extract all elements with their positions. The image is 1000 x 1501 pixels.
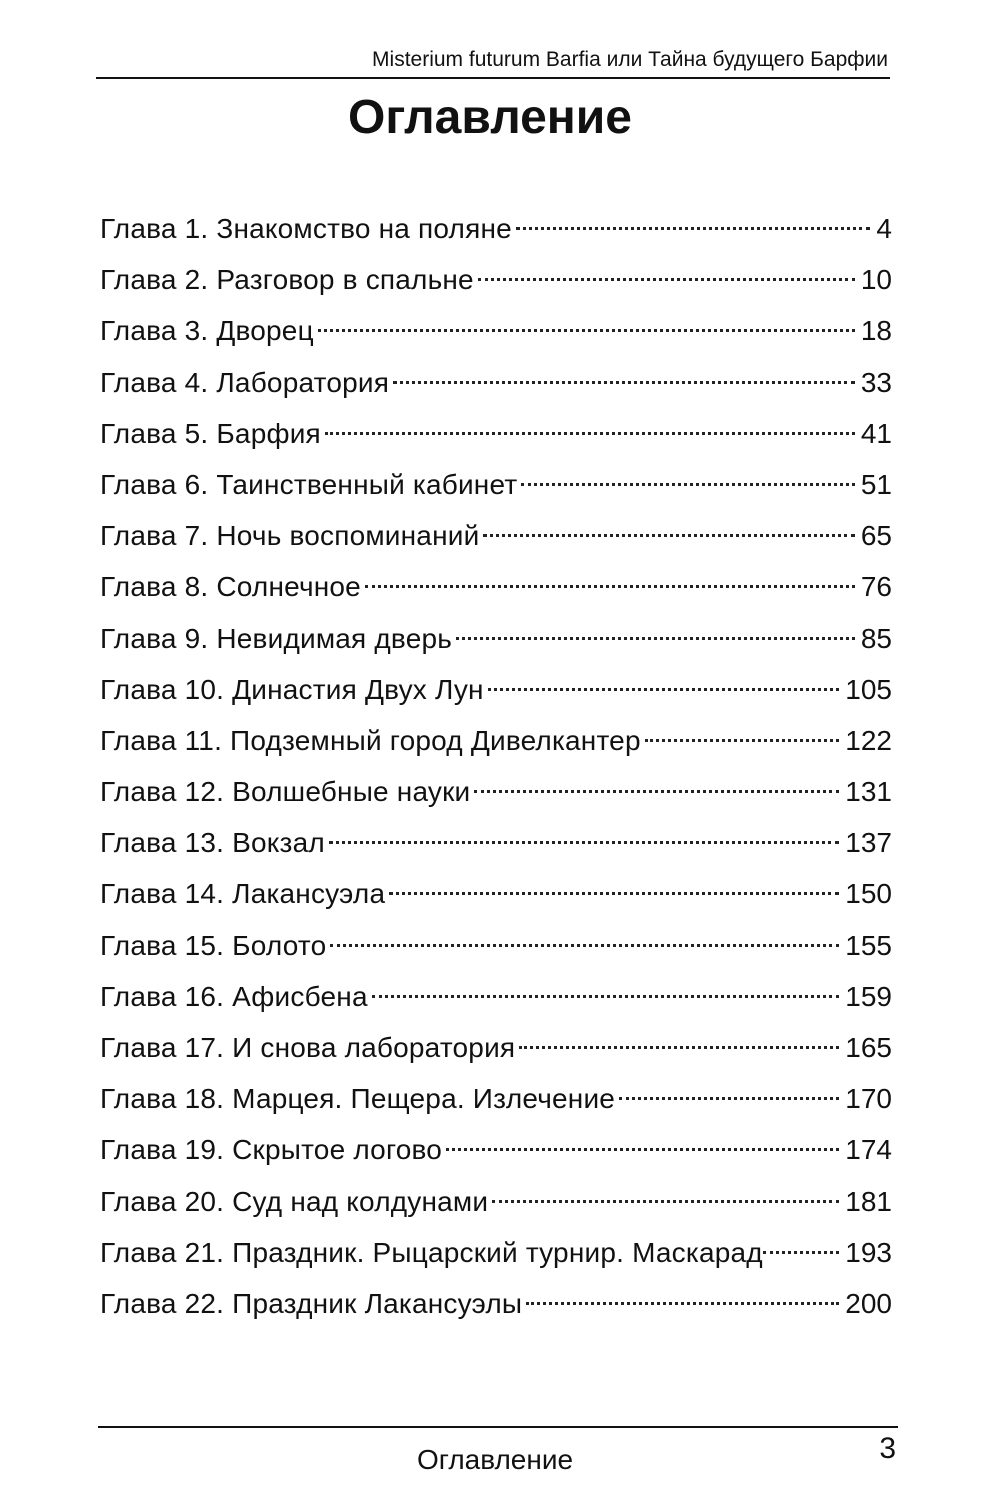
toc-entry-page: 150 (845, 878, 892, 910)
dot-leader (474, 760, 839, 793)
toc-entry-title: Глава 9. Невидимая дверь (100, 622, 453, 654)
dot-leader (446, 1118, 839, 1151)
toc-entry-title: Глава 12. Волшебные науки (100, 776, 471, 808)
toc-entry-page: 33 (860, 366, 892, 398)
toc-entry-page: 159 (845, 980, 892, 1012)
toc-entry-page: 200 (845, 1287, 892, 1319)
toc-entry-page: 174 (845, 1134, 892, 1166)
toc-entry-page: 76 (860, 571, 892, 603)
toc-entry-page: 131 (845, 776, 892, 808)
dot-leader (393, 351, 855, 384)
page-title: Оглавление (348, 91, 632, 144)
dot-leader (483, 504, 854, 537)
toc-entry-page: 10 (860, 264, 892, 296)
toc-entry-title: Глава 3. Дворец (100, 315, 314, 347)
toc-entry-title: Глава 1. Знакомство на поляне (100, 213, 512, 244)
dot-leader (330, 914, 839, 947)
dot-leader (521, 453, 855, 486)
dot-leader (456, 607, 855, 640)
dot-leader (516, 197, 871, 230)
dot-leader (389, 862, 839, 895)
dot-leader (492, 1170, 839, 1203)
dot-leader (365, 555, 855, 588)
toc-entry-page: 51 (860, 468, 892, 500)
dot-leader (329, 811, 839, 844)
toc-entry[interactable] (100, 1280, 892, 1331)
toc-entry-title: Глава 8. Солнечное (100, 571, 361, 603)
toc-entry-page: 41 (860, 417, 892, 449)
toc-entry-title: Глава 13. Вокзал (100, 827, 325, 859)
toc-entry-page: 4 (876, 213, 892, 244)
toc-entry-page: 181 (845, 1185, 892, 1217)
toc-entry-title: Глава 5. Барфия (100, 417, 321, 449)
toc-entry-title: Глава 22. Праздник Лакансуэлы (100, 1287, 523, 1319)
dot-leader (318, 299, 855, 332)
dot-leader (372, 965, 840, 998)
dot-leader (478, 248, 855, 281)
dot-leader (526, 1272, 839, 1305)
toc-entry-title: Глава 14. Лакансуэла (100, 878, 386, 910)
toc-entry-title: Глава 20. Суд над колдунами (100, 1185, 489, 1217)
toc-entry-title: Глава 19. Скрытое логово (100, 1134, 443, 1166)
dot-leader (763, 1221, 839, 1254)
toc-entry-title: Глава 2. Разговор в спальне (100, 264, 474, 296)
dot-leader (488, 658, 840, 691)
dot-leader (619, 1067, 839, 1100)
footer-divider (98, 1426, 898, 1428)
toc-entry-title: Глава 6. Таинственный кабинет (100, 468, 518, 500)
toc-entry-title: Глава 16. Афисбена (100, 980, 368, 1012)
toc-entry-page: 65 (860, 520, 892, 552)
toc-entry-title: Глава 21. Праздник. Рыцарский турнир. Маскарад (100, 1236, 763, 1268)
running-header: Misterium futurum Barfia или Тайна будущего Барфии (372, 48, 888, 71)
toc-entry-page: 137 (845, 827, 892, 859)
dot-leader (325, 402, 855, 435)
table-of-contents (100, 205, 892, 1331)
toc-entry-title: Глава 7. Ночь воспоминаний (100, 520, 480, 552)
toc-entry-title: Глава 17. И снова лаборатория (100, 1032, 516, 1063)
toc-entry-title: Глава 18. Марцея. Пещера. Излечение (100, 1083, 616, 1115)
toc-entry-page: 18 (860, 315, 892, 347)
toc-entry-page: 170 (845, 1083, 892, 1115)
toc-entry-page: 155 (845, 929, 892, 961)
toc-entry-page: 165 (845, 1032, 892, 1063)
footer-section-label: Оглавление (416, 1444, 574, 1475)
dot-leader (645, 709, 840, 742)
toc-entry-title: Глава 10. Династия Двух Лун (100, 673, 484, 705)
dot-leader (519, 1016, 839, 1049)
header-divider (96, 77, 890, 79)
toc-entry-page: 105 (845, 673, 892, 705)
toc-entry-page: 85 (860, 622, 892, 654)
toc-entry-title: Глава 4. Лаборатория (100, 366, 390, 398)
page-number: 3 (879, 1432, 896, 1465)
toc-entry-title: Глава 15. Болото (100, 929, 327, 961)
toc-entry-page: 193 (845, 1236, 892, 1268)
toc-entry-page: 122 (845, 724, 892, 756)
toc-entry-title: Глава 11. Подземный город Дивелкантер (100, 724, 641, 756)
